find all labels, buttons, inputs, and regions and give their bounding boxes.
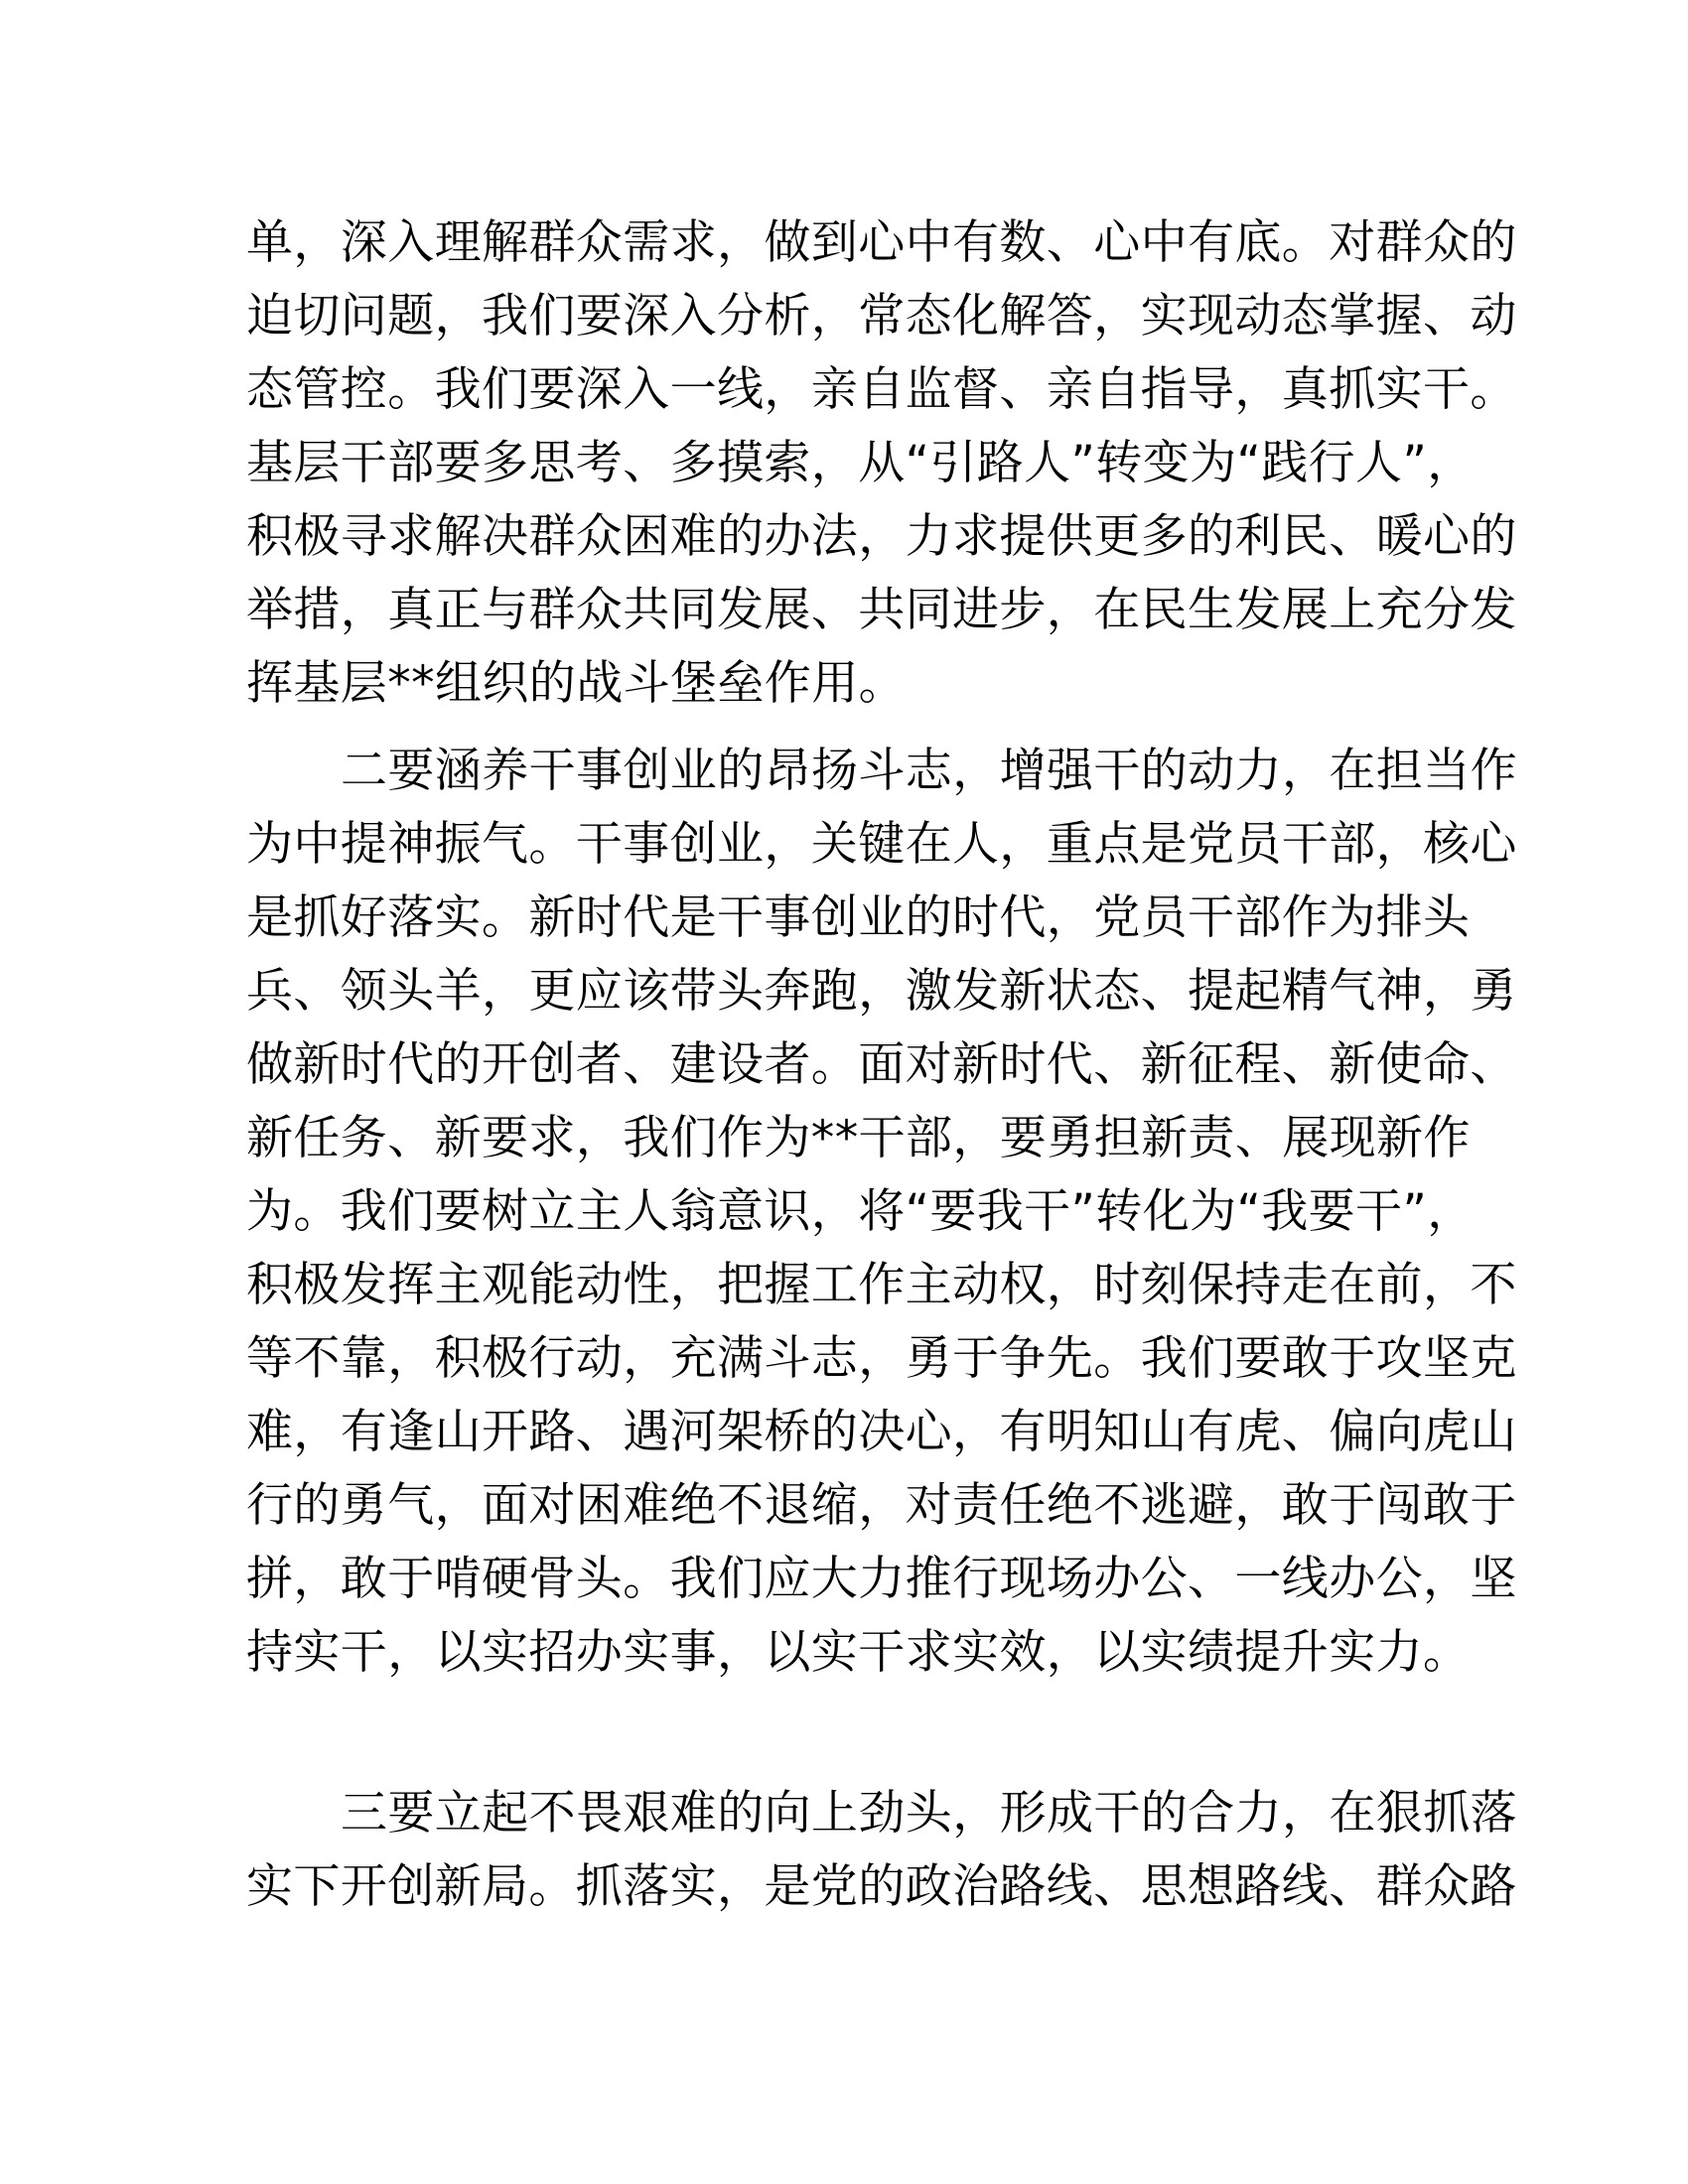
text-line: 兵、领头羊，更应该带头奔跑，激发新状态、提起精气神，勇 [246,964,1517,1019]
text-line: 二要涵养干事创业的昂扬斗志，增强干的动力，在担当作 [341,744,1517,798]
text-line [246,1695,1448,1758]
text-line: 难，有逢山开路、遇河架桥的决心，有明知山有虎、偏向虎山 [246,1405,1517,1459]
text-line: 做新时代的开创者、建设者。面对新时代、新征程、新使命、 [246,1037,1517,1092]
text-line: 是抓好落实。新时代是干事创业的时代，党员干部作为排头 [246,890,1471,945]
text-line: 举措，真正与群众共同发展、共同进步，在民生发展上充分发 [246,583,1517,637]
text-line: 基层干部要多思考、多摸索，从“引路人”转变为“践行人”， [246,436,1475,490]
text-line: 迫切问题，我们要深入分析，常态化解答，实现动态掌握、动 [246,289,1517,343]
text-line: 为中提神振气。干事创业，关键在人，重点是党员干部，核心 [246,817,1517,872]
text-line: 行的勇气，面对困难绝不退缩，对责任绝不逃避，敢于闯敢于 [246,1478,1517,1533]
text-line: 持实干，以实招办实事，以实干求实效，以实绩提升实力。 [246,1625,1471,1680]
text-line: 等不靠，积极行动，充满斗志，勇于争先。我们要敢于攻坚克 [246,1331,1517,1386]
text-line: 三要立起不畏艰难的向上劲头，形成干的合力，在狠抓落 [341,1786,1517,1841]
text-line: 积极发挥主观能动性，把握工作主动权，时刻保持走在前，不 [246,1258,1517,1312]
text-line: 单，深入理解群众需求，做到心中有数、心中有底。对群众的 [246,215,1517,270]
text-line: 态管控。我们要深入一线，亲自监督、亲自指导，真抓实干。 [246,362,1517,417]
text-line: 挥基层**组织的战斗堡垒作用。 [246,656,906,711]
text-line: 积极寻求解决群众困难的办法，力求提供更多的利民、暖心的 [246,509,1517,564]
text-line: 拼，敢于啃硬骨头。我们应大力推行现场办公、一线办公，坚 [246,1552,1517,1606]
text-line: 实下开创新局。抓落实，是党的政治路线、思想路线、群众路 [246,1859,1517,1914]
text-line: 为。我们要树立主人翁意识，将“要我干”转化为“我要干”， [246,1184,1475,1239]
text-line: 新任务、新要求，我们作为**干部，要勇担新责、展现新作 [246,1111,1471,1165]
